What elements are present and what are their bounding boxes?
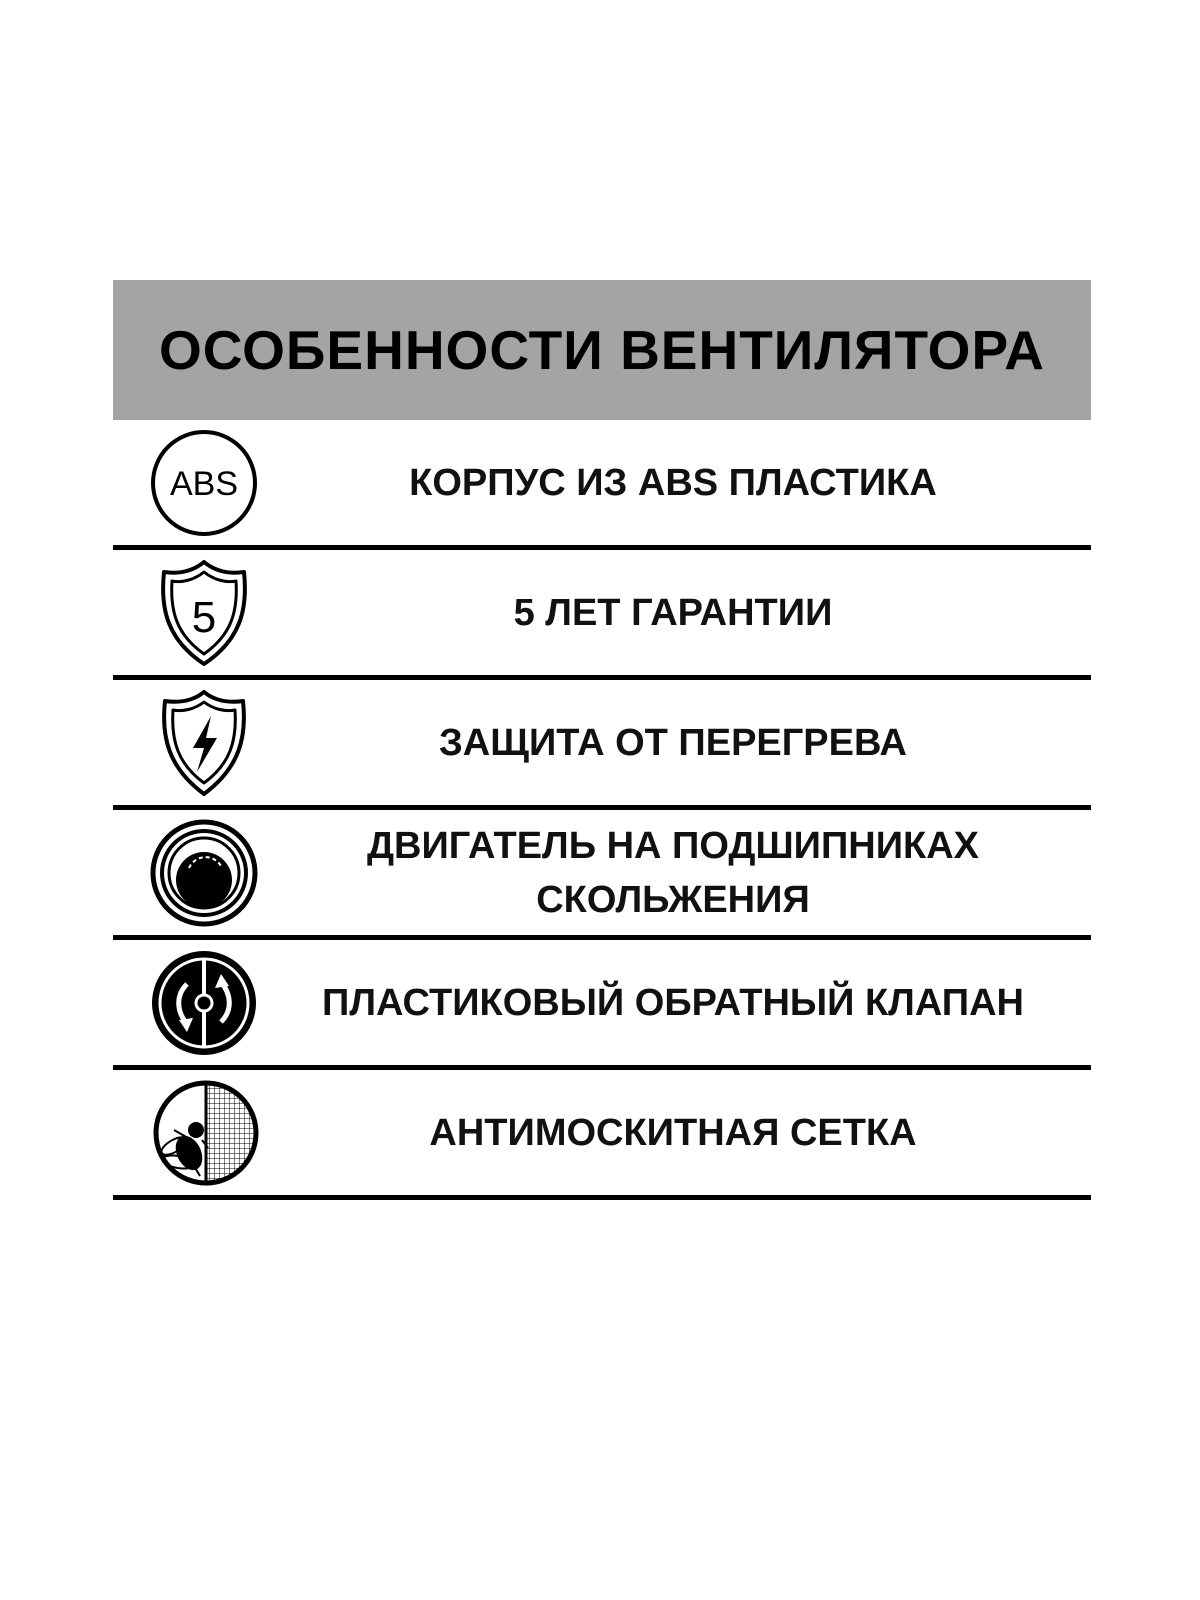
shield-five-label: 5 — [191, 592, 217, 642]
header-bar — [113, 280, 1091, 420]
page-title: ОСОБЕННОСТИ ВЕНТИЛЯТОРА — [158, 319, 1046, 381]
feature-row-bearing — [113, 810, 1091, 940]
abs-circle-icon — [113, 428, 295, 538]
abs-icon-label: ABS — [169, 464, 239, 503]
feature-label: КОРПУС ИЗ ABS ПЛАСТИКА — [409, 461, 937, 504]
mosquito-net-icon — [113, 1078, 295, 1188]
shield-lightning-icon — [113, 688, 295, 798]
feature-label: ДВИГАТЕЛЬ НА ПОДШИПНИКАХ СКОЛЬЖЕНИЯ — [366, 824, 980, 921]
feature-label: ПЛАСТИКОВЫЙ ОБРАТНЫЙ КЛАПАН — [322, 981, 1024, 1024]
feature-label: 5 ЛЕТ ГАРАНТИИ — [513, 591, 833, 634]
feature-row-net — [113, 1070, 1091, 1200]
feature-label: ЗАЩИТА ОТ ПЕРЕГРЕВА — [438, 721, 907, 764]
shield-five-icon — [113, 558, 295, 668]
feature-label: АНТИМОСКИТНАЯ СЕТКА — [429, 1111, 917, 1154]
feature-row-warranty — [113, 550, 1091, 680]
check-valve-icon — [113, 948, 295, 1058]
feature-row-overheat — [113, 680, 1091, 810]
bearing-icon — [113, 818, 295, 928]
feature-row-abs — [113, 420, 1091, 550]
feature-row-valve — [113, 940, 1091, 1070]
features-panel — [113, 280, 1091, 1200]
